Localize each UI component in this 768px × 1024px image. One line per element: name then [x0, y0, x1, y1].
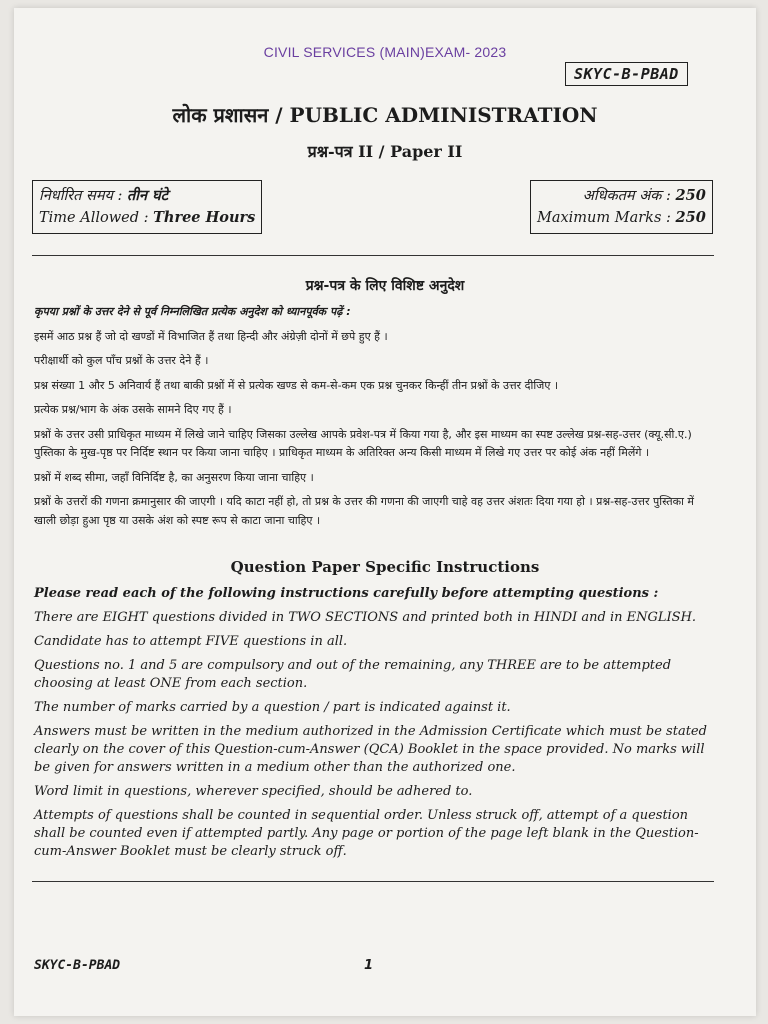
time-allowed-hindi — [39, 185, 255, 207]
hindi-instructions-heading: प्रश्न-पत्र के लिए विशिष्ट अनुदेश — [305, 278, 465, 294]
time-hindi-value: तीन घंटे — [127, 187, 169, 204]
hindi-instruction: प्रत्येक प्रश्न/भाग के अंक उसके सामने दिए गए हैं । — [34, 403, 232, 416]
english-instruction: Candidate has to attempt FIVE questions in all. — [34, 634, 348, 649]
hindi-instruction: प्रश्नों में शब्द सीमा, जहाँ विनिर्दिष्ट है, का अनुसरण किया जाना चाहिए । — [34, 470, 314, 484]
divider-top — [32, 255, 714, 256]
page-number: 1 — [364, 958, 374, 973]
time-hindi-label: निर्धारित समय : — [39, 188, 123, 204]
hindi-instruction: इसमें आठ प्रश्न हैं जो दो खण्डों में विभाजित हैं तथा हिन्दी और अंग्रेज़ी दोनों में छपे हुए हैं । — [34, 329, 388, 343]
english-instruction: There are EIGHT questions divided in TWO SECTIONS and printed both in HINDI and in ENGLISH. — [34, 610, 697, 625]
marks-english — [537, 207, 706, 229]
hindi-instructions — [34, 303, 714, 536]
english-instruction: Please read each of the following instructions carefully before attempting questions : — [34, 586, 659, 601]
english-instructions-heading: Question Paper Specific Instructions — [230, 558, 540, 576]
hindi-instruction: प्रश्न संख्या 1 और 5 अनिवार्य हैं तथा बाकी प्रश्नों में से प्रत्येक खण्ड से कम-से-कम एक प्रश्न चुनकर किन्हीं तीन प्रश्नों के उत्तर दीजिए । — [34, 378, 559, 392]
marks-en-label: Maximum Marks : — [537, 210, 671, 226]
hindi-instruction: प्रश्नों के उत्तरों की गणना क्रमानुसार की जाएगी । यदि काटा नहीं हो, तो प्रश्न के उत्तर की गणना की जाएगी चाहे वह उत्तर अंशतः दिया गया हो । प्रश्न-सह-उत्तर पुस्तिका में खाली छोड़ा हुआ पृष्ठ या उसके अंश को स्पष्ट रूप से काटा जाना चाहिए । — [34, 495, 695, 527]
english-instructions — [34, 585, 714, 867]
english-instruction: Answers must be written in the medium authorized in the Admission Certificate which must be stated clearly on the cover of this Question-cum-Answer (QCA) Booklet in the space provided. No marks will be given for answers written in a medium other than the authorized one. — [34, 724, 707, 775]
divider-bottom — [32, 881, 714, 882]
marks-hindi-value: 250 — [675, 187, 706, 204]
hindi-instruction: कृपया प्रश्नों के उत्तर देने से पूर्व निम्नलिखित प्रत्येक अनुदेश को ध्यानपूर्वक पढ़ें : — [34, 305, 351, 318]
footer-booklet-code: SKYC-B-PBAD — [34, 958, 121, 973]
exam-stamp: CIVIL SERVICES (MAIN)EXAM- 2023 — [263, 44, 507, 60]
time-en-value: Three Hours — [153, 209, 256, 226]
time-allowed-box — [32, 180, 262, 234]
marks-hindi-label: अधिकतम अंक : — [582, 188, 671, 204]
english-instruction: The number of marks carried by a question / part is indicated against it. — [34, 700, 511, 715]
time-allowed-english — [39, 207, 255, 229]
question-paper-page — [14, 8, 756, 1016]
hindi-instruction: परीक्षार्थी को कुल पाँच प्रश्नों के उत्तर देने हैं । — [34, 354, 209, 367]
maximum-marks-box — [530, 180, 713, 234]
marks-en-value: 250 — [675, 209, 706, 226]
paper-number: प्रश्न-पत्र II / Paper II — [307, 142, 463, 161]
english-instruction: Attempts of questions shall be counted in sequential order. Unless struck off, attempt of a question shall be counted even if attempted partly. Any page or portion of the page left blank in the Question-cum-Answer Booklet must be clearly struck off. — [34, 808, 699, 859]
hindi-instruction: प्रश्नों के उत्तर उसी प्राधिकृत माध्यम में लिखे जाने चाहिए जिसका उल्लेख आपके प्रवेश-पत्र में किया गया है, और इस माध्यम का स्पष्ट उल्लेख प्रश्न-सह-उत्तर (क्यू.सी.ए.) पुस्तिका के मुख-पृष्ठ पर निर्दिष्ट स्थान पर किया जाना चाहिए । प्राधिकृत माध्यम के अतिरिक्त अन्य किसी माध्यम में लिखे गए उत्तर पर कोई अंक नहीं मिलेंगे । — [34, 427, 692, 459]
english-instruction: Questions no. 1 and 5 are compulsory and out of the remaining, any THREE are to be attempted choosing at least ONE from each section. — [34, 658, 672, 691]
english-instruction: Word limit in questions, wherever specified, should be adhered to. — [34, 784, 473, 799]
booklet-code-box: SKYC-B-PBAD — [565, 62, 688, 86]
time-en-label: Time Allowed : — [39, 210, 149, 226]
paper-title: लोक प्रशासन / PUBLIC ADMINISTRATION — [172, 103, 598, 127]
marks-hindi — [537, 185, 706, 207]
